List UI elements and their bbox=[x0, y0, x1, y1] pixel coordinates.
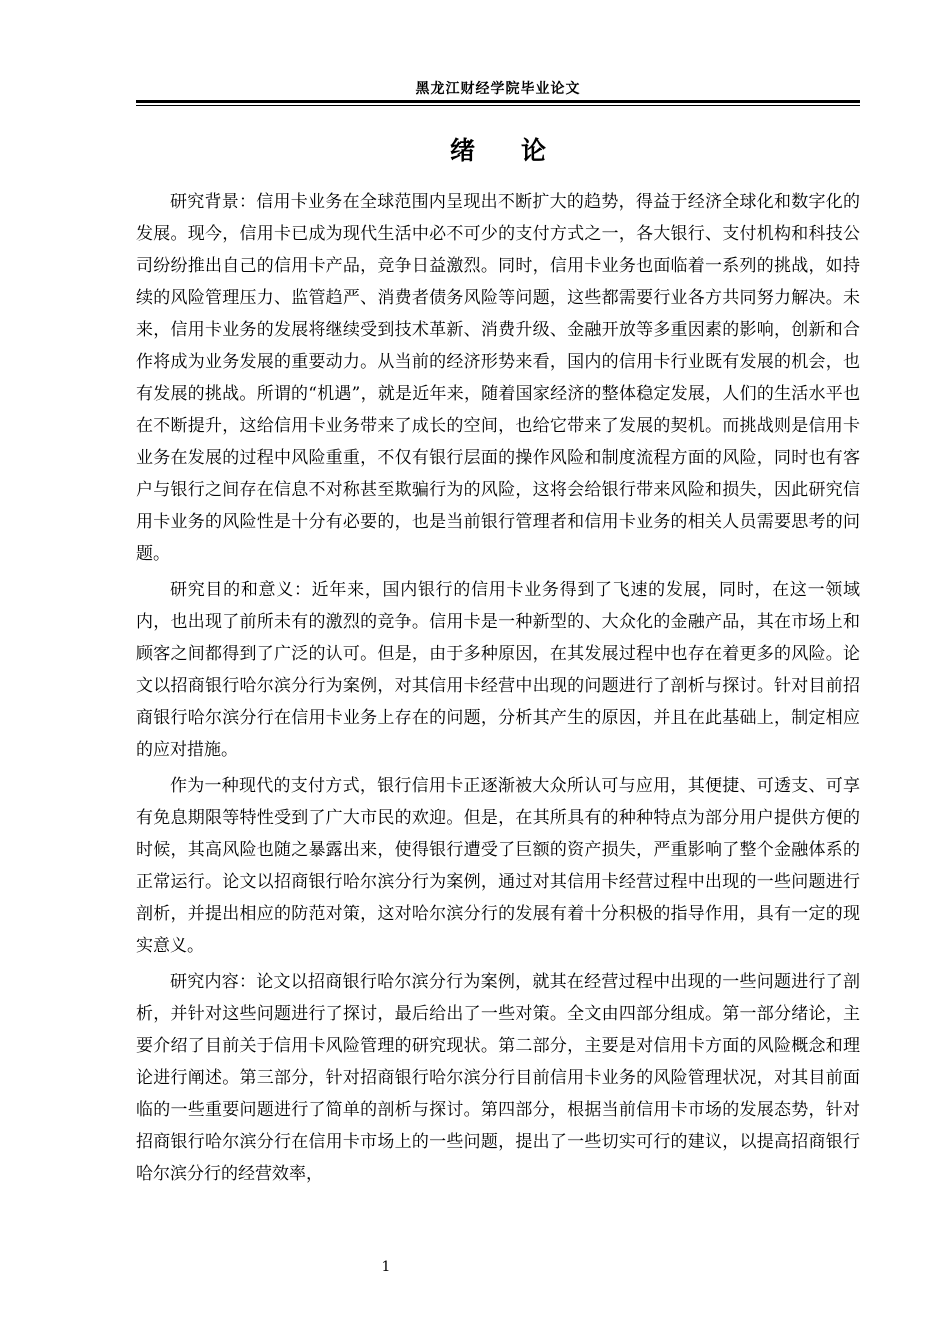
body-text bbox=[136, 186, 860, 1194]
header-rule-thin bbox=[136, 105, 860, 106]
paragraph-research-content: 研究内容：论文以招商银行哈尔滨分行为案例，就其在经营过程中出现的一些问题进行了剖析，并针对这些问题进行了探讨，最后给出了一些对策。全文由四部分组成。第一部分绪论，主要介绍了目前关于信用卡风险管理的研究现状。第二部分，主要是对信用卡方面的风险概念和理论进行阐述。第三部分，针对招商银行哈尔滨分行目前信用卡业务的风险管理状况，对其目前面临的一些重要问题进行了简单的剖析与探讨。第四部分，根据当前信用卡市场的发展态势，针对招商银行哈尔滨分行在信用卡市场上的一些问题，提出了一些切实可行的建议，以提高招商银行哈尔滨分行的经营效率， bbox=[136, 972, 860, 1184]
header-rule-thick bbox=[136, 100, 860, 103]
chapter-title: 绪论 bbox=[449, 136, 592, 165]
paragraph-research-purpose: 研究目的和意义：近年来，国内银行的信用卡业务得到了飞速的发展，同时，在这一领域内，也出现了前所未有的激烈的竞争。信用卡是一种新型的、大众化的金融产品，其在市场上和顾客之间都得到了广泛的认可。但是，由于多种原因，在其发展过程中也存在着更多的风险。论文以招商银行哈尔滨分行为案例，对其信用卡经营中出现的问题进行了剖析与探讨。针对目前招商银行哈尔滨分行在信用卡业务上存在的问题，分析其产生的原因，并且在此基础上，制定相应的应对措施。 bbox=[136, 580, 860, 760]
paragraph-research-background: 研究背景：信用卡业务在全球范围内呈现出不断扩大的趋势，得益于经济全球化和数字化的发展。现今，信用卡已成为现代生活中必不可少的支付方式之一，各大银行、支付机构和科技公司纷纷推出自己的信用卡产品，竞争日益激烈。同时，信用卡业务也面临着一系列的挑战，如持续的风险管理压力、监管趋严、消费者债务风险等问题，这些都需要行业各方共同努力解决。未来，信用卡业务的发展将继续受到技术革新、消费升级、金融开放等多重因素的影响，创新和合作将成为业务发展的重要动力。从当前的经济形势来看，国内的信用卡行业既有发展的机会，也有发展的挑战。所谓的“机遇”，就是近年来，随着国家经济的整体稳定发展，人们的生活水平也在不断提升，这给信用卡业务带来了成长的空间，也给它带来了发展的契机。而挑战则是信用卡业务在发展的过程中风险重重，不仅有银行层面的操作风险和制度流程方面的风险，同时也有客户与银行之间存在信息不对称甚至欺骗行为的风险，这将会给银行带来风险和损失，因此研究信用卡业务的风险性是十分有必要的，也是当前银行管理者和信用卡业务的相关人员需要思考的问题。 bbox=[136, 192, 860, 564]
paragraph-research-significance: 作为一种现代的支付方式，银行信用卡正逐渐被大众所认可与应用，其便捷、可透支、可享有免息期限等特性受到了广大市民的欢迎。但是，在其所具有的种种特点为部分用户提供方便的时候，其高风险也随之暴露出来，使得银行遭受了巨额的资产损失，严重影响了整个金融体系的正常运行。论文以招商银行哈尔滨分行为案例，通过对其信用卡经营过程中出现的一些问题进行剖析，并提出相应的防范对策，这对哈尔滨分行的发展有着十分积极的指导作用，具有一定的现实意义。 bbox=[136, 776, 860, 956]
page-number: 1 bbox=[381, 1259, 391, 1275]
running-header: 黑龙江财经学院毕业论文 bbox=[415, 81, 581, 97]
